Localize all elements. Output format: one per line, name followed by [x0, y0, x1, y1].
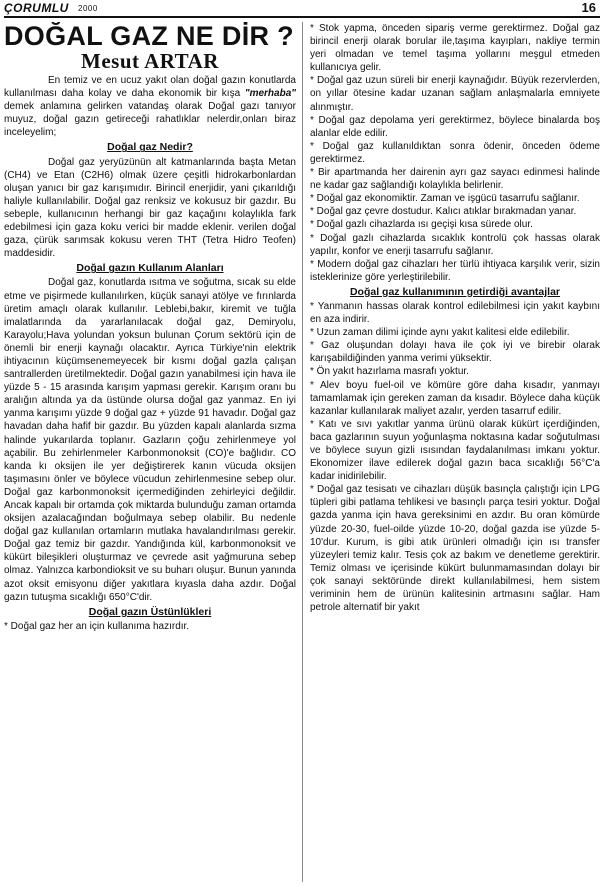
paragraph-what-is: Doğal gaz yeryüzünün alt katmanlarında başta Metan (CH4) ve Etan (C2H6) olmak üzere çeşitli hidrokarbonlardan oluşan yanıcı bir gaz karışımıdır. Birincil enerjidir, yani çıkarıldığı haliyle kullanılabilir. Doğal gaz renksiz ve kokusuz bir gazdır. Bu sebeple, kullanıcının herhangi bir gaz kaçağını kolaylıkla fark edebilmesi için gaza koku verici bir madde eklenir. verilen doğal gaza, çürük sarımsak kokusu veren THT (Tetra Hidro Teofen) maddesidir.	[4, 156, 296, 260]
advantage-item: * Stok yapma, önceden sipariş verme gerektirmez. Doğal gaz birincil enerji olarak borular ile,taşıma kayıpları, nakliye termin yeri olmadan ve temel taşıma yollarını meşgul etmeden kullanıcıya gelir.	[310, 23, 600, 74]
heading-what-is: Doğal gaz Nedir?	[107, 141, 193, 154]
header-rule	[4, 16, 600, 18]
intro-text-2: demek anlamına gelirken vatandaş olarak Doğal gazı tanıyor muyuz, doğal gazın getireceği rahatlıklar nelerdir,onları biraz inceleyelim;	[4, 101, 296, 139]
article-author: Mesut ARTAR	[81, 49, 219, 73]
advantage-item: * Bir apartmanda her dairenin ayrı gaz sayacı edinmesi halinde ne kadar gaz sağlandığı kolaylıkla belirlenir.	[310, 167, 600, 192]
benefit-item: * Gaz oluşundan dolayı hava ile çok iyi ve birebir olarak karışabildiğinden yanma verimi yüksektir.	[310, 340, 600, 365]
intro-text-1: En temiz ve en ucuz yakıt olan doğal gazın konutlarda kullanılması daha kolay ve daha ekonomik bir kışa	[4, 75, 296, 100]
benefit-item: * Uzun zaman dilimi içinde aynı yakıt kalitesi elde edilebilir.	[310, 327, 570, 339]
intro-paragraph	[4, 74, 296, 139]
advantage-item: * Doğal gazlı cihazlarda ısı geçişi kısa sürede olur.	[310, 219, 533, 231]
page-number: 16	[581, 0, 596, 15]
left-column	[4, 22, 296, 884]
advantage-item: * Modern doğal gaz cihazları her türlü ihtiyaca karşılık verir, sizin isteklerinize göre yerleştirilebilir.	[310, 258, 600, 283]
advantage-item: * Doğal gaz depolama yeri gerektirmez, böylece binalarda boş alanlar elde edilir.	[310, 114, 600, 139]
intro-emphasis: "merhaba"	[244, 88, 296, 100]
paragraph-usage-areas: Doğal gaz, konutlarda ısıtma ve soğutma, sıcak su elde etme ve pişirmede kullanılırken, küçük sanayi atölye ve fırınlarda üretim amaçlı olarak kullanılır. Leblebi,bakır, kiremit ve tuğla imalatlarında da yararlanılacak doğal gaz, Demiryolu, Karayolu;Hava yolundan yoksun bulunan Çorum sektörü için de önemli bir enerji kaynağı olacaktır. Ayrıca Türkiye'nin elektrik ihtiyacının küçümsenemeyecek bir kısmı doğal gazla çalışan santrallerden üretilmektedir. Doğal gazın yanabilmesi için hava ile yüzde 5 - 15 arasında karışım yapması gerekir. Karışım oranı bu aralığın altında ya da üstünde olursa doğal gaz yanmaz. En iyi yanma karışımı yüzde 9 doğal gaz + yüzde 91 havadır. Doğal gaz havadan daha hafif bir gazdır. Bu yüzden kapalı alanlarda sızma halinde yukarılarda toplanır. Gazların çoğu zehirlenmeye yol açabilir. Bu zehirlenmeler Karbonmonoksit (CO)'e bağlıdır. CO kanda kı oksijen ile yer değiştirerek kanın vücuda oksijen taşımasını önler ve böylece vücudun zehirlenmesine sebep olur. Doğal gaz karbonmonoksit içermediğinden zehirleyici değildir. Ancak kapalı bir ortamda çok miktarda bulunduğu zaman ortamda oksijen azalacağından boğulmaya sebep olabilir. Bu nedenle doğal gaz kullanılan ortamların mutlaka havalandırılması gerekir. Doğal gaz temiz bir gazdır. Yandığında kül, karbonmonoksit ve kükürt bileşikleri oluşturmaz ve çevrede asit yağmuruna sebep olmaz. Yalnızca karbondioksit ve su buharı oluşur. Bunun yanında azot oksit emisyonu diğer yakıtlara kıyasla daha azdır. Doğal gazın tutuşma sıcaklığı 650°C'dir.	[4, 277, 296, 603]
benefit-item: * Doğal gaz tesisatı ve cihazları düşük basınçla çalıştığı için LPG tüpleri gibi patlama tehlikesi ve basınçlı parça tesiri yoktur. Doğal gazda yanma için hava gereksinimi en azdır. Bu oran kömürde yüzde 20-30, fuel-oilde yüzde 10-20, doğal gazda ise yüzde 5-10'dur. Kurum, is gibi atık ürünleri olmadığı için ısı transfer yüzeyleri temiz kalır. Tesis çok az bakım ve denetleme gerektirir. Temiz olması ve içerisinde kükürt bulunmamasından dolayı bir çok sanayi sektöründe direkt kullanılabilmesi, hem sistem veriminin hem de ürünün kalitesinin artmasını sağlar. Ham petrole alternatif bir yakıt	[310, 484, 600, 614]
advantage-item: * Doğal gaz çevre dostudur. Kalıcı atıklar bırakmadan yanar.	[310, 206, 577, 218]
advantage-item: * Doğal gaz her an için kullanıma hazırdır.	[4, 620, 190, 632]
article-title: DOĞAL GAZ NE DİR ?	[4, 22, 294, 51]
advantage-item: * Doğal gazlı cihazlarda sıcaklık kontrolü çok hassas olarak yapılır, konfor ve enerji tasarrufu sağlanır.	[310, 232, 600, 257]
heading-benefits-of-use: Doğal gaz kullanımının getirdiği avantajlar	[349, 285, 561, 298]
page-header	[0, 0, 604, 18]
advantage-item: * Doğal gaz uzun süreli bir enerji kaynağıdır. Büyük rezervlerden, on yıllar ötesine kadar uzanan sağlam anlaşmalarla emniyete alınmıştır.	[310, 75, 600, 113]
advantage-item: * Doğal gaz kullanıldıktan sonra ödenir, önceden ödeme gerektirmez.	[310, 140, 600, 165]
advantage-item: * Doğal gaz ekonomiktir. Zaman ve işgücü tasarrufu sağlanır.	[310, 193, 580, 205]
benefit-item: * Yanmanın hassas olarak kontrol edilebilmesi için yakıt kaybını en aza indirir.	[310, 300, 600, 326]
right-column	[310, 22, 600, 884]
benefit-item: * Ön yakıt hazırlama masrafı yoktur.	[310, 366, 469, 378]
heading-advantages: Doğal gazın Üstünlükleri	[88, 605, 212, 618]
benefit-item: * Alev boyu fuel-oil ve kömüre göre daha kısadır, yanmayı tamamlamak için gereken zaman da kısadır. Böylece daha küçük kazanlar kullanılarak maliyet azalır, yerden tasarruf edilir.	[310, 379, 600, 417]
heading-usage-areas: Doğal gazın Kullanım Alanları	[76, 262, 224, 275]
publication-name: ÇORUMLU	[4, 1, 69, 15]
benefit-item: * Katı ve sıvı yakıtlar yanma ürünü olarak kükürt içerdiğinden, baca gazlarının suyun yoğunlaşma noktasına kadar soğutulması ve böylece suyun gizli ısısından faydalanılması imkanı yoktur. Ekonomizer ilave edilerek doğal gazın baca sıcaklığı 56°C'a kadar inidirilebilir.	[310, 418, 600, 483]
column-divider	[302, 22, 303, 882]
publication-year: 2000	[78, 4, 98, 13]
